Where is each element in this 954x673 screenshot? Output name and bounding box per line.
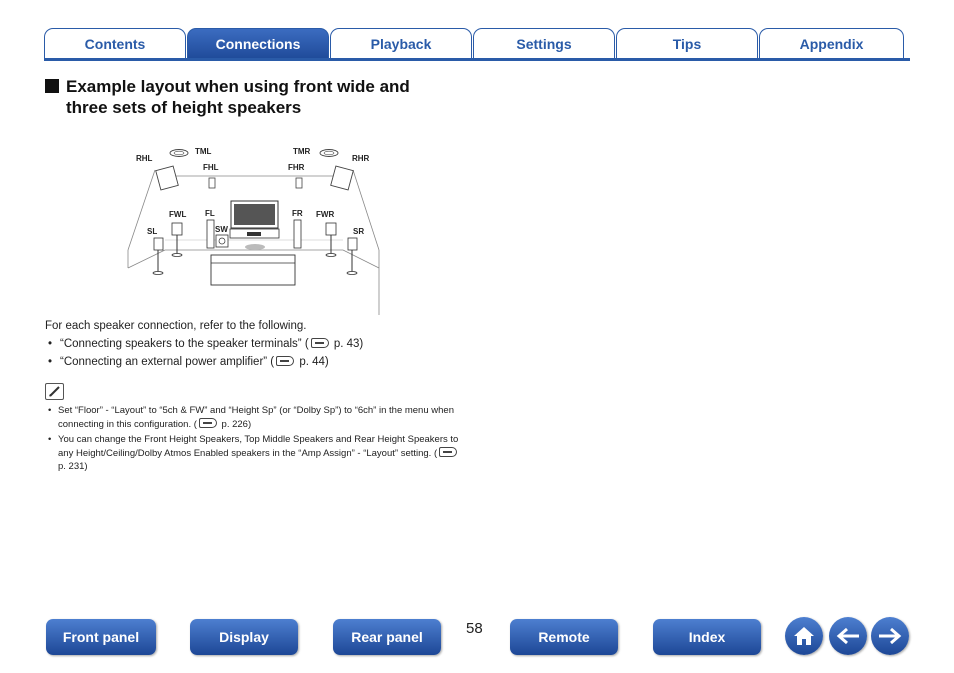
tab-underline (44, 58, 910, 61)
fhr-speaker-icon (296, 178, 302, 188)
pointing-hand-icon[interactable] (276, 356, 294, 366)
forward-button[interactable] (871, 617, 909, 655)
list-item: • “Connecting speakers to the speaker terminals” ( p. 43) (48, 338, 363, 356)
tab-bar (44, 0, 910, 62)
fwr-speaker-icon (326, 223, 336, 235)
page-link-231[interactable]: p. 231) (58, 461, 88, 472)
pencil-icon (45, 383, 64, 400)
tab-playback[interactable]: Playback (330, 28, 472, 59)
index-button[interactable]: Index (653, 619, 761, 655)
home-button[interactable] (785, 617, 823, 655)
page-link-44[interactable]: p. 44) (296, 355, 329, 368)
list-item: • “Connecting an external power amplifier” ( p. 44) (48, 356, 363, 374)
speaker-layout-diagram (125, 140, 385, 318)
arrow-left-icon (835, 626, 861, 646)
label-fwr: FWR (316, 210, 335, 219)
fwl-speaker-icon (172, 223, 182, 235)
list-item: • Set “Floor” - “Layout” to “5ch & FW” and “Height Sp” (or “Dolby Sp”) to “6ch” in the menu when connecting in this configuration. ( p. 226) (48, 404, 468, 431)
note-list (48, 404, 468, 476)
label-sl: SL (147, 227, 158, 236)
label-tmr: TMR (293, 147, 311, 156)
tab-tips[interactable]: Tips (616, 28, 758, 59)
reference-list (48, 338, 363, 373)
sl-speaker-icon (154, 238, 163, 250)
pointing-hand-icon[interactable] (311, 338, 329, 348)
label-sw: SW (215, 225, 228, 234)
pointing-hand-icon[interactable] (199, 418, 217, 428)
tab-connections[interactable]: Connections (187, 28, 329, 59)
label-fl: FL (205, 209, 215, 218)
display-button[interactable]: Display (190, 619, 298, 655)
home-icon (792, 625, 816, 647)
sofa-icon (211, 255, 295, 285)
tab-contents[interactable]: Contents (44, 28, 186, 59)
fhl-speaker-icon (209, 178, 215, 188)
list-item: • You can change the Front Height Speakers, Top Middle Speakers and Rear Height Speakers to any Height/Ceiling/Dolby Atmos Enabled speakers in the “Amp Assign” - “Layout” setting. ( p. 231) (48, 433, 468, 474)
label-tml: TML (195, 147, 212, 156)
label-rhl: RHL (136, 154, 153, 163)
tmr-speaker-icon (320, 150, 338, 157)
rear-panel-button[interactable]: Rear panel (333, 619, 441, 655)
subwoofer-icon (216, 235, 228, 247)
rhl-speaker-icon (156, 166, 179, 190)
label-fr: FR (292, 209, 303, 218)
label-sr: SR (353, 227, 365, 236)
room-illustration (125, 140, 385, 318)
label-fhl: FHL (203, 163, 219, 172)
page-number: 58 (466, 620, 483, 637)
label-fhr: FHR (288, 163, 305, 172)
fr-speaker-icon (294, 220, 301, 248)
label-fwl: FWL (169, 210, 187, 219)
remote-button[interactable]: Remote (510, 619, 618, 655)
sr-speaker-icon (348, 238, 357, 250)
rhr-speaker-icon (331, 166, 354, 190)
front-panel-button[interactable]: Front panel (46, 619, 156, 655)
tml-speaker-icon (170, 150, 188, 157)
page-link-43[interactable]: p. 43) (330, 338, 364, 350)
page-link-226[interactable]: p. 226) (218, 418, 252, 430)
section-heading (45, 76, 465, 118)
tab-appendix[interactable]: Appendix (759, 28, 904, 59)
heading-line-1: Example layout when using front wide and (66, 77, 410, 96)
back-button[interactable] (829, 617, 867, 655)
pointing-hand-icon[interactable] (439, 447, 457, 457)
fl-speaker-icon (207, 220, 214, 248)
tab-settings[interactable]: Settings (473, 28, 615, 59)
arrow-right-icon (877, 626, 903, 646)
label-rhr: RHR (352, 154, 370, 163)
heading-bullet-icon (45, 79, 59, 93)
intro-text: For each speaker connection, refer to the following. (45, 320, 307, 332)
heading-line-2: three sets of height speakers (66, 98, 302, 117)
